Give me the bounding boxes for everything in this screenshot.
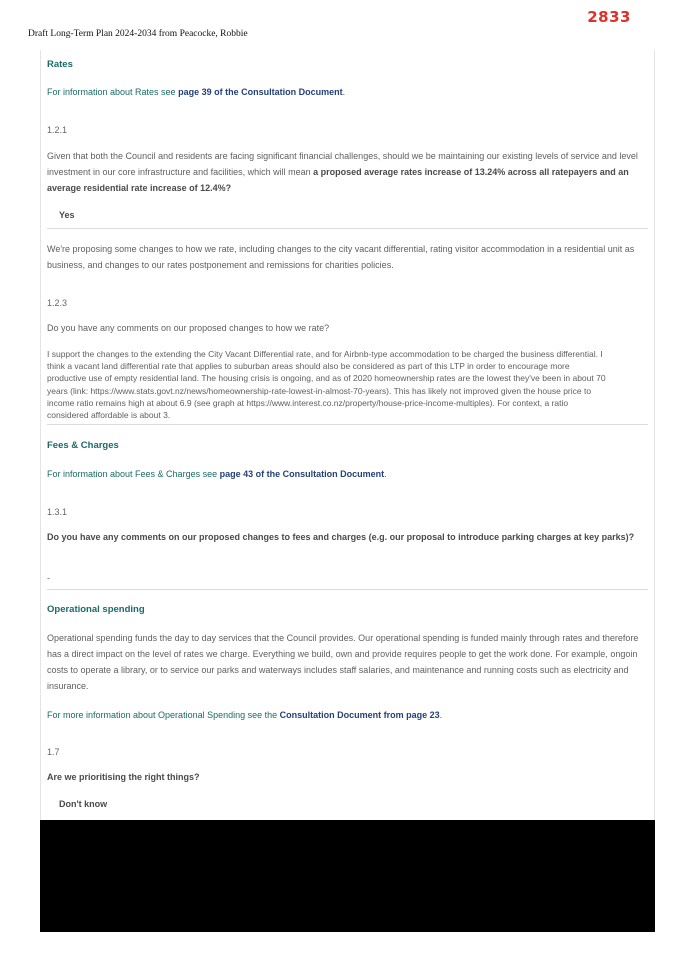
submission-content [40,50,655,820]
page-number: 2833 [587,8,631,26]
question-number-1-2-1: 1.2.1 [47,125,68,135]
rates-info-prefix: For information about Rates see [47,87,179,97]
question-number-1-7: 1.7 [47,747,60,757]
response-1-2-3: I support the changes to the extending the City Vacant Differential rate, and for Airbnb-type accommodation to be charged the business differential. I think a vacant land differential rate that applies to suburban areas should also be considered as part of this LTP in order to encourage more productive use of empty residential land. The housing crisis is ongoing, and as of 2020 homeownership rates are the lowest they've been in about 70 years (link: https://www.stats.govt.nz/news/homeownership-rate-lowest-in-almost-70-years). This has likely not improved given the house price to income ratio remains high at about 6.9 (see graph at https://www.interest.co.nz/property/house-price-income-multiples). For context, a ratio considered affordable is about 3. [47,349,606,421]
fees-info-suffix: . [384,469,387,479]
fees-info-text [47,466,387,482]
operational-info-suffix: . [439,710,443,720]
question-number-1-3-1: 1.3.1 [47,507,68,517]
operational-info-text [47,707,442,723]
question-1-7-text: Are we prioritising the right things? [47,772,200,782]
fees-consultation-link[interactable]: page 43 of the Consultation Document [219,469,385,479]
question-1-3-1-text: Do you have any comments on our proposed changes to fees and charges (e.g. our proposal to introduce parking charges at key parks)? [47,532,635,542]
rates-info-text [47,84,345,100]
section-title-operational: Operational spending [47,604,145,615]
question-1-2-1-text [47,148,648,196]
response-1-3-1: - [47,573,50,583]
divider [47,589,648,590]
question-number-1-2-3: 1.2.3 [47,298,68,308]
question-1-2-1-bold: a proposed average rates increase of 13.24% across all ratepayers and an average residential rate increase of 12.4%? [47,167,629,193]
answer-1-2-1: Yes [59,210,75,220]
section-title-fees: Fees & Charges [47,440,119,451]
answer-1-7: Don't know [59,799,108,809]
operational-info-prefix: For more information about Operational Spending see the [47,710,280,720]
rates-changes-intro: We're proposing some changes to how we rate, including changes to the city vacant differential, rating visitor accommodation in a residential unit as business, and changes to our rates postponement and remissions for charities policies. [47,244,635,270]
redaction-block [40,820,655,932]
divider [47,424,648,425]
operational-consultation-link[interactable]: Consultation Document from page 23 [279,710,440,720]
question-1-2-3-text: Do you have any comments on our proposed changes to how we rate? [47,323,330,333]
section-title-rates: Rates [47,59,73,70]
divider [47,228,648,229]
fees-info-prefix: For information about Fees & Charges see [47,469,220,479]
rates-info-suffix: . [342,87,346,97]
operational-spending-description: Operational spending funds the day to day services that the Council provides. Our operational spending is funded mainly through rates and therefore has a direct impact on the level of rates we charge. Everything we build, own and provide requires people to get the work done. For example, ongoin costs to operate a library, or to service our parks and waterways includes staff salaries, and maintenance and running costs such as electricity and insurance. [47,633,639,691]
question-1-2-1-plain: Given that both the Council and residents are facing significant financial challenges, should we be maintaining our existing levels of service and level investment in our core infrastructure and facilities, which will mean [47,151,638,177]
rates-consultation-link[interactable]: page 39 of the Consultation Document [178,87,343,97]
document-header: Draft Long-Term Plan 2024-2034 from Peacocke, Robbie [28,29,248,39]
